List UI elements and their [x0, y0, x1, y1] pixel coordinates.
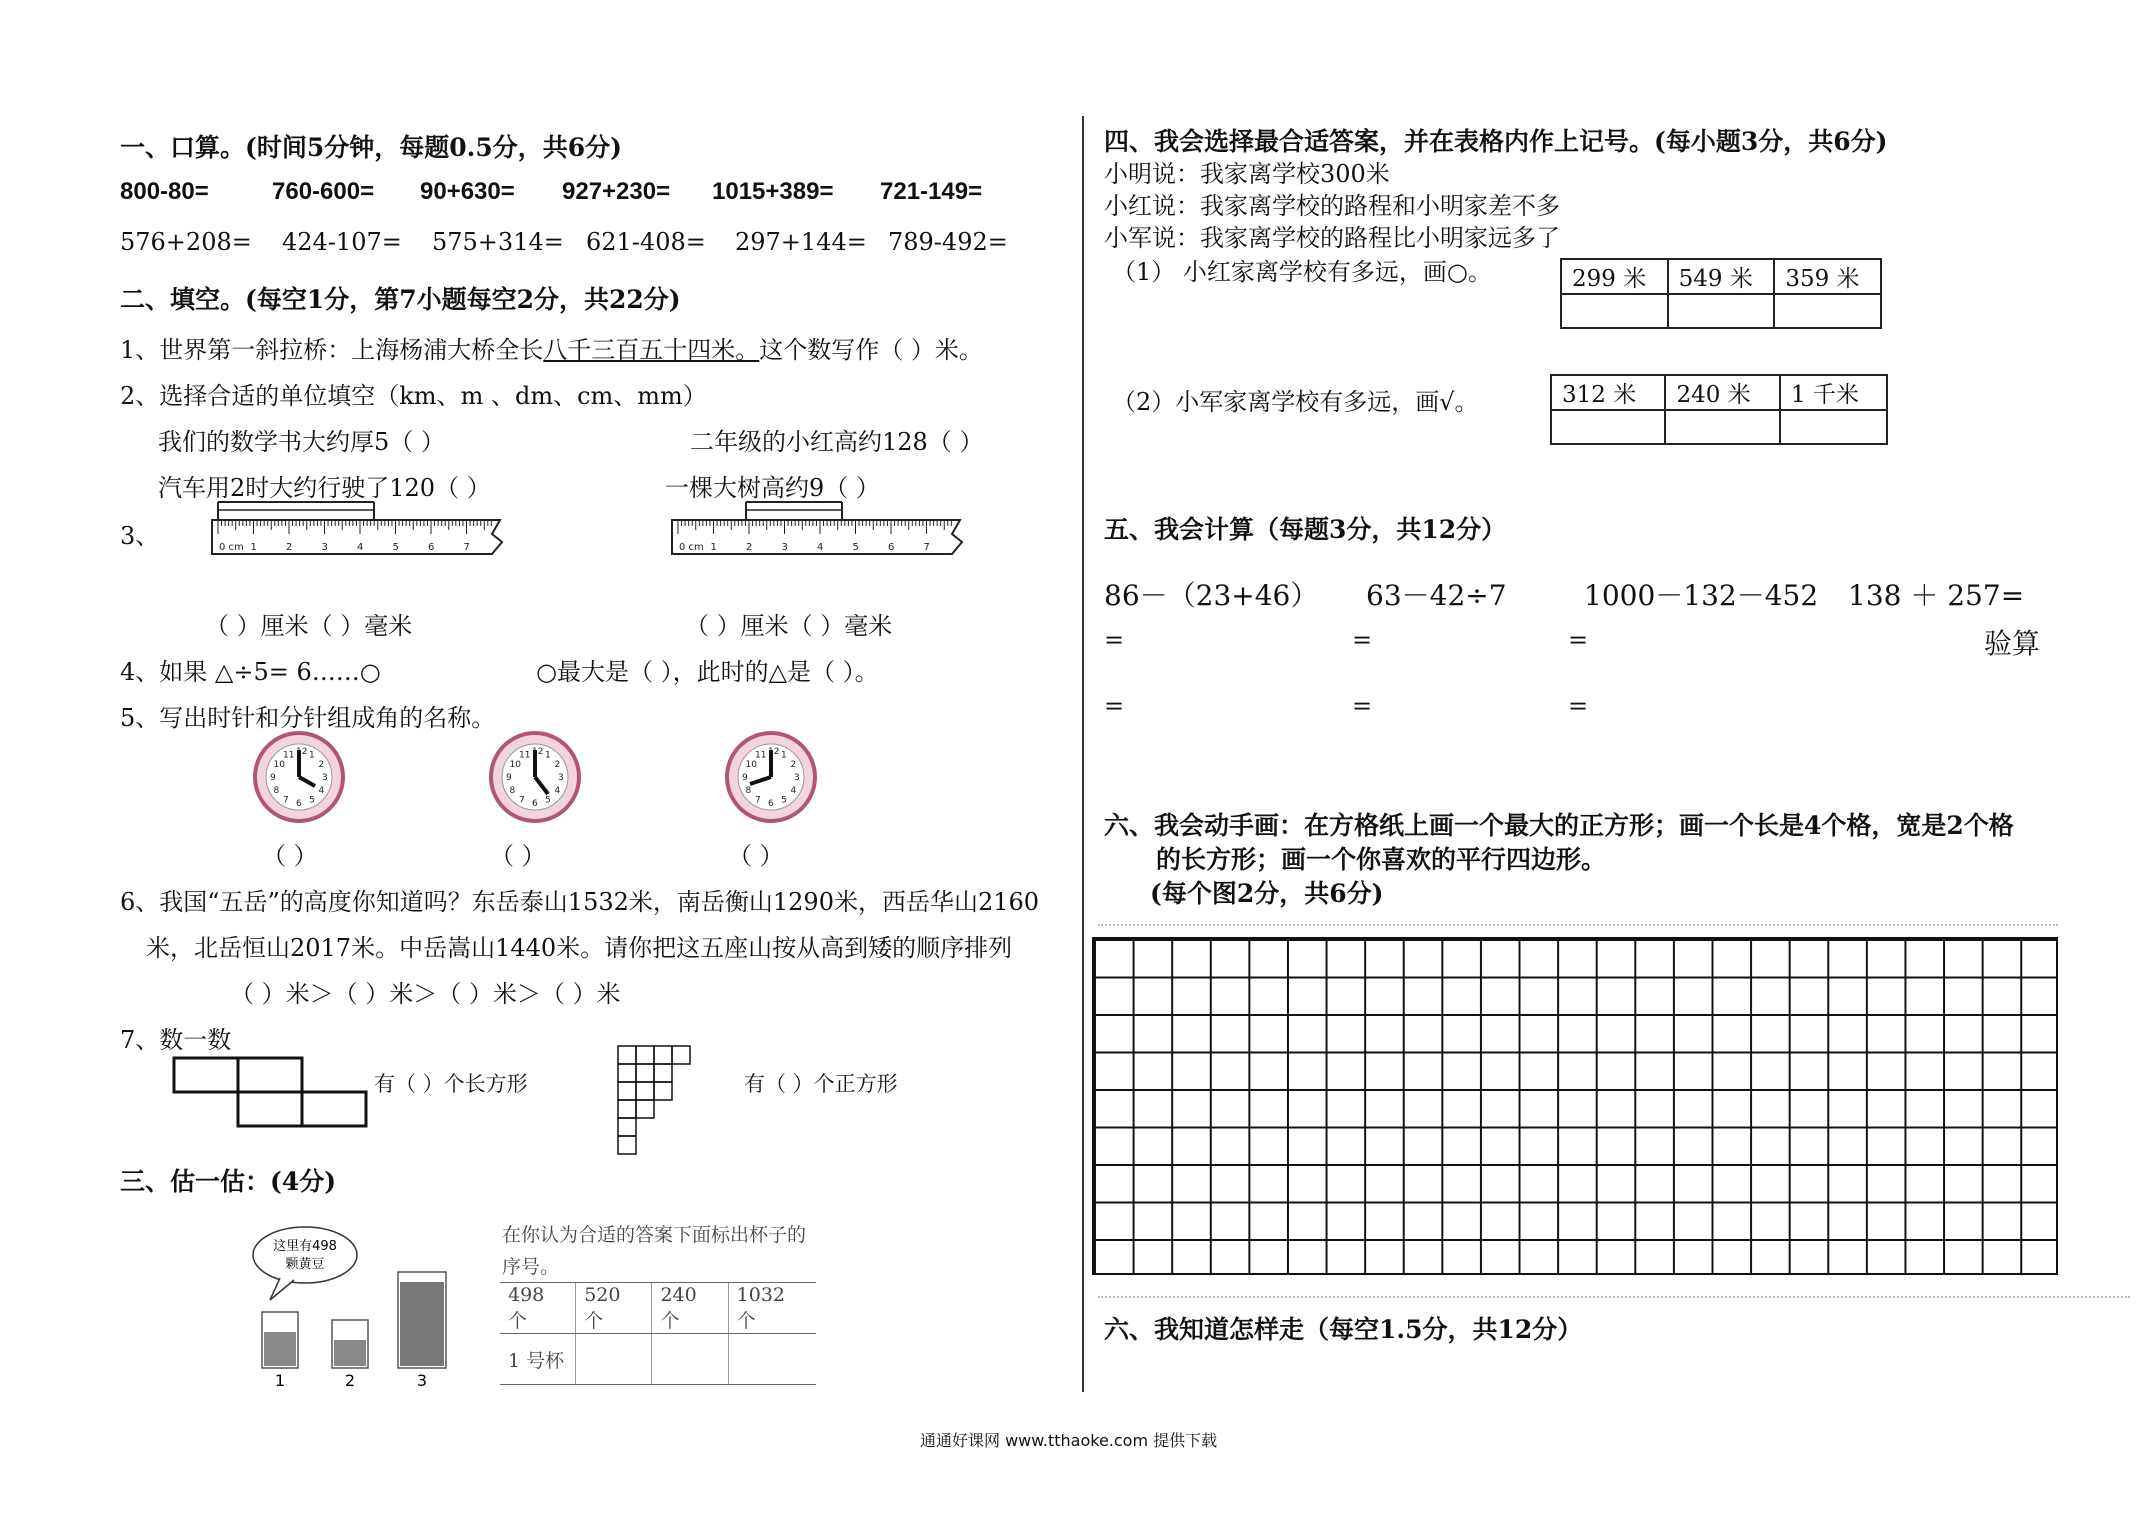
- clock-numeral: 9: [270, 773, 276, 783]
- clock-numeral: 9: [742, 773, 748, 783]
- equals-sign: =: [1568, 626, 1589, 654]
- small-square: [618, 1046, 636, 1064]
- table-row: [1561, 259, 1881, 294]
- table-header-cell: 520 个: [576, 1283, 652, 1334]
- q2-text: 2、选择合适的单位填空（km、m 、dm、cm、mm）: [120, 382, 707, 410]
- ruler-number: 5: [392, 542, 399, 553]
- small-square: [618, 1064, 636, 1082]
- ruler-illustration-2: [670, 488, 970, 576]
- table-cell: [576, 1334, 652, 1385]
- q1-pre: 1、世界第一斜拉桥：上海杨浦大桥全长: [120, 336, 544, 364]
- oral-item: 789-492=: [888, 228, 1008, 256]
- mark-cell[interactable]: [1780, 410, 1887, 444]
- table-header-cell: 240 个: [652, 1283, 728, 1334]
- q5-text: 5、写出时针和分针组成角的名称。: [120, 704, 496, 732]
- statement-xiaohong: 小红说：我家离学校的路程和小明家差不多: [1104, 192, 1560, 220]
- mark-cell[interactable]: [1774, 294, 1881, 328]
- q3-label: 3、: [120, 522, 160, 550]
- statement-xiaoming: 小明说：我家离学校300米: [1104, 160, 1390, 188]
- clock-numeral: 10: [745, 760, 757, 770]
- table-row: [1551, 375, 1887, 410]
- ruler-number: 4: [357, 542, 364, 553]
- clock-numeral: 8: [745, 786, 752, 796]
- mark-cell[interactable]: [1668, 294, 1775, 328]
- small-square: [618, 1136, 636, 1154]
- small-square: [654, 1046, 672, 1064]
- equals-sign: =: [1104, 692, 1125, 720]
- mark-cell[interactable]: [1665, 410, 1779, 444]
- clock-icon-3: [724, 730, 818, 824]
- oral-item: 575+314=: [432, 228, 564, 256]
- clock-numeral: 3: [322, 773, 328, 783]
- q2-b: 二年级的小红高约128（ ）: [690, 428, 984, 456]
- section6-title-line-2: 的长方形；画一个你喜欢的平行四边形。: [1156, 845, 1607, 874]
- ruler-number: 3: [321, 542, 328, 553]
- option-cell: 359 米: [1774, 259, 1881, 294]
- mark-cell[interactable]: [1551, 410, 1665, 444]
- table-row: [1551, 410, 1887, 444]
- q4-a: 4、如果 △÷5= 6……○: [120, 658, 381, 686]
- equals-sign: =: [1568, 692, 1589, 720]
- clock-numeral: 10: [273, 760, 285, 770]
- section3-title: 三、估一估：(4分): [120, 1167, 337, 1196]
- small-square: [636, 1064, 654, 1082]
- clock-numeral: 7: [755, 795, 761, 806]
- clock-numeral: 6: [296, 799, 302, 809]
- small-square: [618, 1100, 636, 1118]
- bubble-line-2: 颗黄豆: [285, 1257, 325, 1272]
- clock-numeral: 4: [318, 786, 325, 796]
- section2-title: 二、填空。(每空1分，第7小题每空2分，共22分): [120, 285, 681, 314]
- section6-title-line-1: 六、我会动手画：在方格纸上画一个最大的正方形；画一个长是4个格，宽是2个格: [1104, 811, 2014, 840]
- q2-d: 一棵大树高约9（ ）: [665, 474, 880, 502]
- beans-cups-illustration: [250, 1220, 480, 1390]
- ruler-number: 5: [852, 542, 859, 553]
- clock-numeral: 4: [554, 786, 561, 796]
- cup-label-2: 2: [344, 1371, 356, 1390]
- clock-icon-2: [488, 730, 582, 824]
- q7-answer-b: 有（ ）个正方形: [744, 1072, 898, 1096]
- clock-numeral: 6: [532, 799, 538, 809]
- clock-numeral: 7: [283, 795, 289, 806]
- calc-expr-2: 63－42÷7: [1366, 579, 1507, 612]
- q7-label: 7、数一数: [120, 1026, 232, 1054]
- clock-numeral: 2: [554, 760, 561, 770]
- cup-label-3: 3: [416, 1371, 428, 1390]
- q1-text: [120, 330, 983, 365]
- clock-answer-2: （ ）: [490, 842, 546, 870]
- oral-item: 576+208=: [120, 228, 252, 256]
- calc-expr-3: 1000－132－452: [1584, 579, 1819, 612]
- footer-text: 通通好课网 www.tthaoke.com 提供下载: [920, 1431, 1218, 1450]
- equals-sign: =: [1352, 626, 1373, 654]
- clock-numeral: 12: [768, 747, 780, 757]
- oral-item: 297+144=: [735, 228, 867, 256]
- q2-c: 汽车用2时大约行驶了120（ ）: [158, 474, 491, 502]
- choice-question-2: （2）小军家离学校有多远，画√。: [1112, 388, 1479, 416]
- clock-numeral: 2: [790, 760, 797, 770]
- small-square: [654, 1082, 672, 1100]
- rectangle-figure: [170, 1054, 370, 1134]
- oral-item: 760-600=: [272, 178, 375, 205]
- q6-line-2: 米，北岳恒山2017米。中岳嵩山1440米。请你把这五座山按从高到矮的顺序排列: [146, 934, 1013, 962]
- clock-numeral: 4: [790, 786, 797, 796]
- table-header-cell: 498 个: [500, 1283, 576, 1334]
- clock-answer-1: （ ）: [262, 842, 318, 870]
- estimate-table: [500, 1282, 816, 1385]
- table-row: [500, 1334, 816, 1385]
- equals-sign: =: [1104, 626, 1125, 654]
- clock-numeral: 5: [309, 795, 315, 806]
- clock-numeral: 5: [545, 795, 551, 806]
- ruler-number: 0 cm: [679, 542, 704, 553]
- oral-item: 927+230=: [562, 178, 671, 205]
- clock-numeral: 11: [283, 750, 295, 761]
- clock-numeral: 11: [519, 750, 531, 761]
- small-square: [672, 1046, 690, 1064]
- small-square: [636, 1082, 654, 1100]
- oral-item: 90+630=: [420, 178, 515, 205]
- ruler-number: 7: [463, 542, 470, 553]
- calc-expr-4: 138 ＋ 257=: [1848, 579, 2025, 612]
- section1-title: 一、口算。(时间5分钟，每题0.5分，共6分): [120, 133, 622, 162]
- ruler-number: 6: [888, 542, 895, 553]
- mark-cell[interactable]: [1561, 294, 1668, 328]
- q3-answer-b: （ ）厘米（ ）毫米: [685, 612, 893, 640]
- q7-answer-a: 有（ ）个长方形: [374, 1072, 528, 1096]
- calc-expr-1: 86－（23+46）: [1104, 579, 1319, 612]
- q6-line-1: 6、我国“五岳”的高度你知道吗？东岳泰山1532米，南岳衡山1290米，西岳华山2160: [120, 888, 1040, 916]
- clock-numeral: 10: [509, 760, 521, 770]
- section7-title: 六、我知道怎样走（每空1.5分，共12分）: [1104, 1315, 1583, 1344]
- clock-answer-3: （ ）: [728, 842, 784, 870]
- small-square: [618, 1082, 636, 1100]
- q1-underlined: 八千三百五十四米。: [543, 336, 760, 364]
- ruler-number: 1: [710, 542, 717, 553]
- oral-item: 1015+389=: [712, 178, 834, 205]
- oral-item: 800-80=: [120, 178, 209, 205]
- small-square: [618, 1118, 636, 1136]
- ruler-number: 0 cm: [219, 542, 244, 553]
- q4-b: ○最大是（ ），此时的△是（ ）。: [536, 658, 879, 686]
- drawing-grid[interactable]: [1092, 937, 2058, 1275]
- q6-line-3: （ ）米＞（ ）米＞（ ）米＞（ ）米: [230, 980, 621, 1008]
- clock-numeral: 1: [781, 750, 787, 761]
- option-cell: 312 米: [1551, 375, 1665, 410]
- oral-item: 621-408=: [586, 228, 706, 256]
- ruler-number: 3: [781, 542, 788, 553]
- ruler-illustration-1: [210, 488, 510, 576]
- clock-numeral: 8: [509, 786, 516, 796]
- ruler-number: 1: [250, 542, 257, 553]
- oral-item: 721-149=: [880, 178, 983, 205]
- ruler-number: 7: [923, 542, 930, 553]
- clock-numeral: 12: [532, 747, 544, 757]
- clock-numeral: 1: [545, 750, 551, 761]
- option-cell: 299 米: [1561, 259, 1668, 294]
- estimate-instruction-2: 序号。: [502, 1256, 560, 1278]
- option-cell: 1 千米: [1780, 375, 1887, 410]
- option-cell: 240 米: [1665, 375, 1779, 410]
- clock-numeral: 1: [309, 750, 315, 761]
- small-square: [636, 1100, 654, 1118]
- column-divider: [1082, 116, 1084, 1392]
- table-row: [500, 1283, 816, 1334]
- section4-title: 四、我会选择最合适答案，并在表格内作上记号。(每小题3分，共6分): [1104, 127, 1888, 156]
- q2-a: 我们的数学书大约厚5（ ）: [158, 428, 445, 456]
- staircase-squares-figure: [616, 1044, 726, 1156]
- choice-table-1: [1560, 258, 1882, 329]
- ruler-number: 4: [817, 542, 824, 553]
- dotted-separator: [1098, 1296, 2130, 1298]
- clock-numeral: 6: [768, 799, 774, 809]
- choice-question-1: （1） 小红家离学校有多远，画○。: [1112, 258, 1492, 286]
- bubble-line-1: 这里有498: [273, 1239, 337, 1254]
- clock-numeral: 11: [755, 750, 767, 761]
- clock-numeral: 5: [781, 795, 787, 806]
- small-square: [636, 1046, 654, 1064]
- choice-table-2: [1550, 374, 1888, 445]
- table-cell: [728, 1334, 816, 1385]
- equals-sign: =: [1352, 692, 1373, 720]
- check-label: 验算: [1984, 627, 2041, 660]
- clock-numeral: 3: [558, 773, 564, 783]
- table-row: [1561, 294, 1881, 328]
- oral-item: 424-107=: [282, 228, 402, 256]
- table-header-cell: 1032 个: [728, 1283, 816, 1334]
- estimate-instruction-1: 在你认为合适的答案下面标出杯子的: [502, 1224, 807, 1246]
- clock-numeral: 2: [318, 760, 325, 770]
- clock-icon-1: [252, 730, 346, 824]
- q1-post: 这个数写作（ ）米。: [759, 336, 983, 364]
- clock-numeral: 9: [506, 773, 512, 783]
- q3-answer-a: （ ）厘米（ ）毫米: [205, 612, 413, 640]
- section5-title: 五、我会计算（每题3分，共12分）: [1104, 515, 1507, 544]
- section6-title-line-3: (每个图2分，共6分): [1150, 879, 1384, 908]
- ruler-number: 2: [286, 542, 293, 553]
- statement-xiaojun: 小军说：我家离学校的路程比小明家远多了: [1104, 224, 1560, 252]
- small-square: [654, 1064, 672, 1082]
- clock-numeral: 7: [519, 795, 525, 806]
- option-cell: 549 米: [1668, 259, 1775, 294]
- cup-label-1: 1: [274, 1371, 286, 1390]
- ruler-number: 6: [428, 542, 435, 553]
- ruler-number: 2: [746, 542, 753, 553]
- table-cell: [652, 1334, 728, 1385]
- clock-numeral: 12: [296, 747, 308, 757]
- clock-numeral: 3: [794, 773, 800, 783]
- table-cell: 1 号杯: [500, 1334, 576, 1385]
- clock-numeral: 8: [273, 786, 280, 796]
- dotted-separator: [1098, 924, 2058, 926]
